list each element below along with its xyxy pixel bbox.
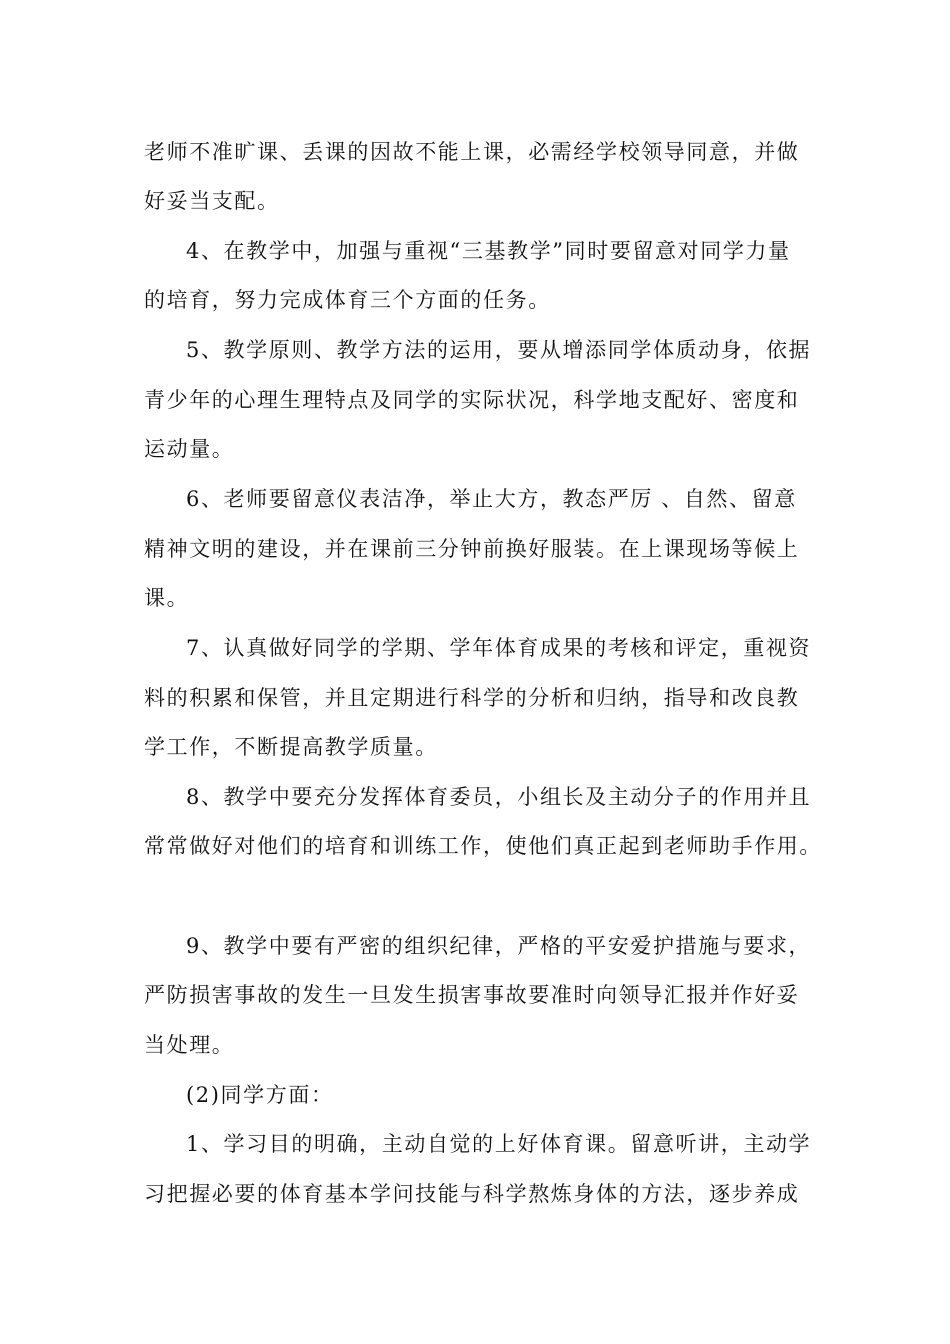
paragraph-line: 青少年的心理生理特点及同学的实际状况，科学地支配好、密度和 xyxy=(144,388,800,412)
paragraph-line: 运动量。 xyxy=(144,437,235,461)
paragraph-line: 4、在教学中，加强与重视“三基教学”同时要留意对同学力量 xyxy=(186,239,791,263)
paragraph-line: 料的积累和保管，并且定期进行科学的分析和归纳，指导和改良教 xyxy=(144,686,800,710)
paragraph-line: 5、教学原则、教学方法的运用，要从增添同学体质动身，依据 xyxy=(186,338,812,362)
paragraph-line: 精神文明的建设，并在课前三分钟前换好服装。在上课现场等候上 xyxy=(144,537,800,561)
paragraph-line: 当处理。 xyxy=(144,1033,235,1057)
paragraph-line: 的培育，努力完成体育三个方面的任务。 xyxy=(144,288,551,312)
paragraph-line: 7、认真做好同学的学期、学年体育成果的考核和评定，重视资 xyxy=(186,636,812,660)
paragraph-line: 习把握必要的体育基本学问技能与科学熬炼身体的方法，逐步养成 xyxy=(144,1182,800,1206)
section-heading: (2)同学方面： xyxy=(186,1083,334,1107)
paragraph-line: 学工作，不断提高教学质量。 xyxy=(144,735,438,759)
paragraph-line: 老师不准旷课、丢课的因故不能上课，必需经学校领导同意，并做 xyxy=(144,140,800,164)
paragraph-line: 6、老师要留意仪表洁净，举止大方，教态严厉 、自然、留意 xyxy=(186,487,797,511)
paragraph-line: 常常做好对他们的培育和训练工作，使他们真正起到老师助手作用。 xyxy=(144,834,822,858)
paragraph-line: 8、教学中要充分发挥体育委员，小组长及主动分子的作用并且 xyxy=(186,785,812,809)
paragraph-line: 课。 xyxy=(144,586,190,610)
paragraph-line: 严防损害事故的发生一旦发生损害事故要准时向领导汇报并作好妥 xyxy=(144,983,800,1007)
paragraph-line: 好妥当支配。 xyxy=(144,189,280,213)
paragraph-line: 1、学习目的明确，主动自觉的上好体育课。留意听讲，主动学 xyxy=(186,1132,812,1156)
paragraph-line: 9、教学中要有严密的组织纪律，严格的平安爱护措施与要求， xyxy=(186,934,812,958)
